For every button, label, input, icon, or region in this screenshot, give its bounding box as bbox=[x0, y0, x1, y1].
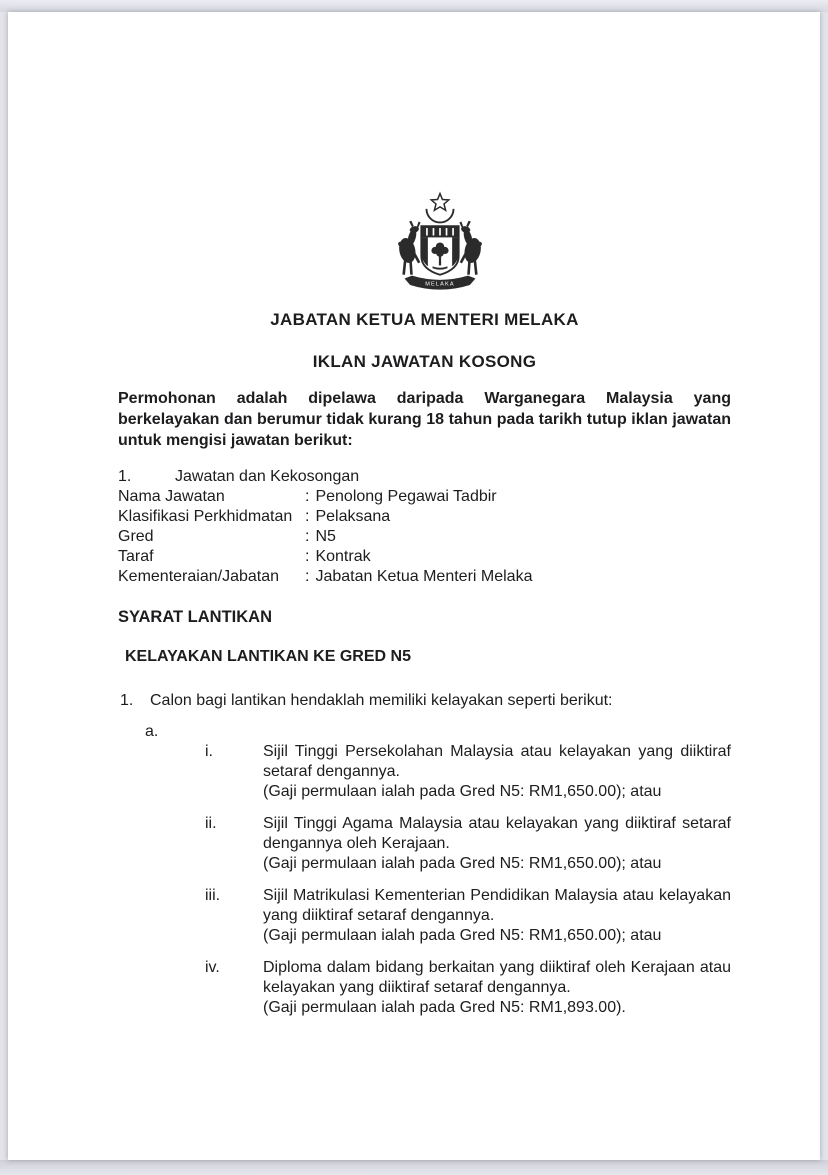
crest-crescent bbox=[426, 209, 453, 223]
field-label: Taraf bbox=[118, 548, 154, 565]
section1-heading-row bbox=[118, 467, 731, 487]
melaka-coat-of-arms-icon bbox=[384, 190, 496, 296]
field-colon: : bbox=[305, 488, 310, 505]
section1-heading: Jawatan dan Kekosongan bbox=[175, 468, 360, 485]
qualification-list bbox=[118, 742, 731, 1018]
photo-edge-bottom bbox=[0, 1160, 828, 1175]
field-value: Jabatan Ketua Menteri Melaka bbox=[315, 568, 533, 585]
qualification-item-iii bbox=[118, 886, 731, 946]
qualification-item-i bbox=[118, 742, 731, 802]
photo-edge-top bbox=[0, 0, 828, 12]
salary-note: (Gaji permulaan ialah pada Gred N5: RM1,650.00); atau bbox=[263, 783, 662, 800]
field-colon: : bbox=[305, 508, 310, 525]
kelayakan-heading: KELAYAKAN LANTIKAN KE GRED N5 bbox=[125, 648, 411, 665]
requirement-number: 1. bbox=[120, 692, 134, 709]
qualification-numeral: iv. bbox=[205, 959, 220, 976]
qualification-item-iv bbox=[118, 958, 731, 1018]
qualification-text: Sijil Tinggi Agama Malaysia atau kelayakan yang diiktiraf setaraf dengannya oleh Kerajaan. bbox=[263, 815, 731, 852]
field-row-klasifikasi bbox=[118, 507, 731, 527]
document-title: JABATAN KETUA MENTERI MELAKA bbox=[270, 310, 579, 329]
crest-star bbox=[431, 194, 449, 211]
qualification-item-ii bbox=[118, 814, 731, 874]
salary-note: (Gaji permulaan ialah pada Gred N5: RM1,893.00). bbox=[263, 999, 626, 1016]
qualification-numeral: ii. bbox=[205, 815, 217, 832]
crest-deer-right bbox=[459, 221, 483, 275]
document-page bbox=[8, 12, 820, 1160]
document-subtitle: IKLAN JAWATAN KOSONG bbox=[312, 352, 537, 371]
syarat-lantikan-heading: SYARAT LANTIKAN bbox=[118, 608, 273, 626]
field-row-gred bbox=[118, 527, 731, 547]
field-value: Kontrak bbox=[315, 548, 371, 565]
qualification-text: Diploma dalam bidang berkaitan yang diiktiraf oleh Kerajaan atau kelayakan yang diiktiraf setaraf dengannya. bbox=[263, 959, 731, 996]
crest-container bbox=[133, 190, 746, 296]
field-label: Kementeraian/Jabatan bbox=[118, 568, 279, 585]
field-colon: : bbox=[305, 568, 310, 585]
document-content bbox=[8, 12, 820, 1018]
salary-note: (Gaji permulaan ialah pada Gred N5: RM1,650.00); atau bbox=[263, 855, 662, 872]
crest-banner-text: MELAKA bbox=[424, 281, 455, 288]
requirement-intro-row bbox=[118, 691, 731, 711]
qualification-numeral: i. bbox=[205, 743, 213, 760]
field-value: N5 bbox=[315, 528, 336, 545]
field-colon: : bbox=[305, 528, 310, 545]
field-label: Nama Jawatan bbox=[118, 488, 225, 505]
field-row-taraf bbox=[118, 547, 731, 567]
salary-note: (Gaji permulaan ialah pada Gred N5: RM1,650.00); atau bbox=[263, 927, 662, 944]
field-label: Gred bbox=[118, 528, 154, 545]
job-details-table bbox=[118, 487, 731, 587]
qualification-numeral: iii. bbox=[205, 887, 221, 904]
field-row-nama-jawatan bbox=[118, 487, 731, 507]
crest-deer-left bbox=[396, 221, 420, 275]
field-value: Penolong Pegawai Tadbir bbox=[315, 488, 497, 505]
field-row-kementerian bbox=[118, 567, 731, 587]
qualification-text: Sijil Tinggi Persekolahan Malaysia atau kelayakan yang diiktiraf setaraf dengannya. bbox=[263, 743, 731, 780]
intro-paragraph: Permohonan adalah dipelawa daripada Warganegara Malaysia yang berkelayakan dan berumur tidak kurang 18 tahun pada tarikh tutup iklan jawatan untuk mengisi jawatan berikut: bbox=[118, 390, 731, 449]
field-colon: : bbox=[305, 548, 310, 565]
section1-number: 1. bbox=[118, 468, 132, 485]
field-label: Klasifikasi Perkhidmatan bbox=[118, 508, 293, 525]
qualification-text: Sijil Matrikulasi Kementerian Pendidikan Malaysia atau kelayakan yang diiktiraf setaraf dengannya. bbox=[263, 887, 731, 924]
requirement-text: Calon bagi lantikan hendaklah memiliki kelayakan seperti berikut: bbox=[150, 692, 613, 709]
field-value: Pelaksana bbox=[315, 508, 391, 525]
sub-item-label: a. bbox=[145, 723, 159, 740]
